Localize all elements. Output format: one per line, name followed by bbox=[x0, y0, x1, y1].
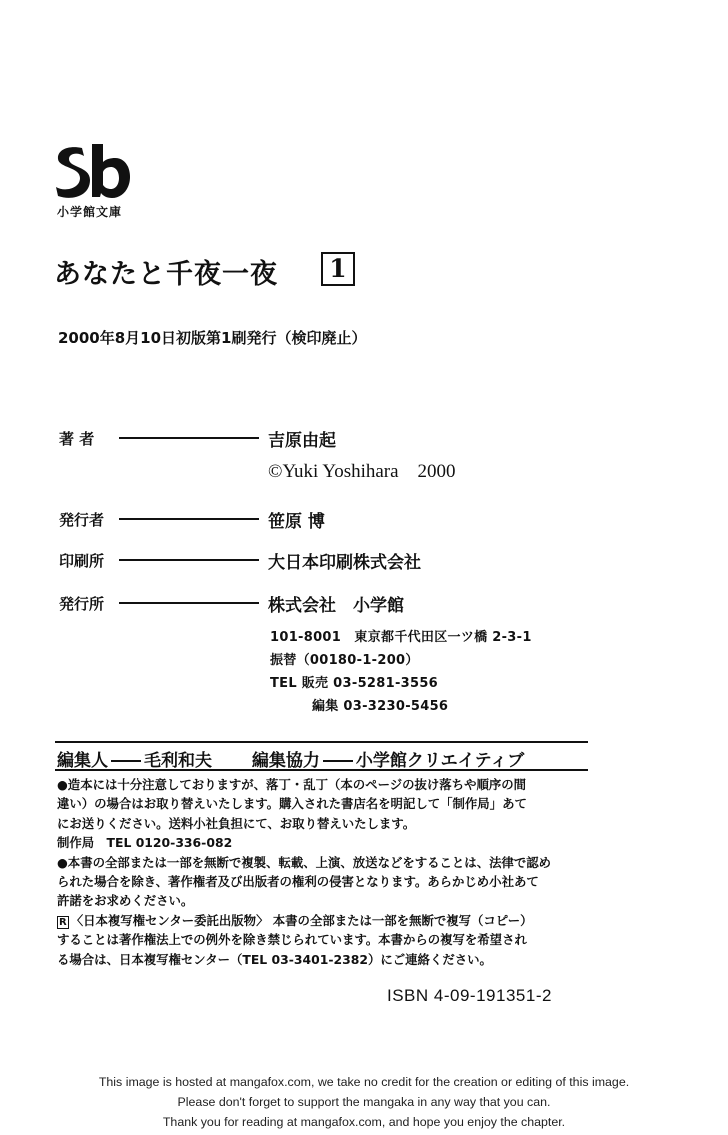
copyright-text: Yuki Yoshihara 2000 bbox=[282, 461, 456, 482]
publisher-person-name: 笹原 博 bbox=[268, 512, 325, 532]
editors-line bbox=[57, 746, 524, 771]
editor-name: 毛利和夫 bbox=[144, 751, 212, 771]
hosting-notice-line: Please don't forget to support the mangaka in any way that you can. bbox=[177, 1095, 551, 1109]
address-line-3: TEL 販売 03-5281-3556 bbox=[270, 676, 439, 691]
note-line: にお送りください。送料小社負担にて、お取り替えいたします。 bbox=[57, 815, 416, 831]
note-line: ●本書の全部または一部を無断で複製、転載、上演、放送などをすることは、法律で認め bbox=[57, 854, 552, 870]
hosting-notice bbox=[0, 1072, 728, 1132]
address-line-2: 振替（00180-1-200） bbox=[270, 653, 419, 668]
bottom-rule bbox=[55, 769, 588, 771]
isbn: ISBN 4-09-191351-2 bbox=[387, 986, 552, 1005]
address-line-1: 101-8001 東京都千代田区一ツ橋 2-3-1 bbox=[270, 630, 532, 645]
r-mark: R bbox=[59, 916, 67, 928]
publisher-person-label: 発行者 bbox=[59, 511, 105, 529]
dash bbox=[323, 760, 353, 762]
publisher-label: 発行所 bbox=[59, 595, 105, 613]
note-line: られた場合を除き、著作権者及び出版者の権利の侵害となります。あらかじめ小社あて bbox=[57, 874, 539, 890]
author-name: 吉原由起 bbox=[268, 431, 336, 451]
volume-number: 1 bbox=[321, 252, 355, 286]
hosting-notice-line: This image is hosted at mangafox.com, we take no credit for the creation or editing of this image. bbox=[98, 1075, 630, 1089]
note-text: 〈日本複写権センター委託出版物〉 本書の全部または一部を無断で複写（コピー） bbox=[70, 912, 533, 928]
note-line-copyright-center bbox=[57, 911, 597, 930]
printer-name: 大日本印刷株式会社 bbox=[268, 553, 421, 573]
dash bbox=[111, 760, 141, 762]
coop-label: 編集協力 bbox=[251, 751, 320, 771]
copyright-mark: © bbox=[268, 461, 283, 482]
leader-line bbox=[119, 559, 259, 561]
top-rule bbox=[55, 741, 588, 743]
note-line: 制作局 TEL 0120-336-082 bbox=[57, 835, 233, 851]
shogakukan-bunko-logo bbox=[54, 142, 130, 200]
author-label: 著 者 bbox=[59, 430, 95, 448]
hosting-notice-line: Thank you for reading at mangafox.com, and hope you enjoy the chapter. bbox=[162, 1115, 566, 1129]
address-line-4: 編集 03-3230-5456 bbox=[312, 699, 449, 714]
note-line: 違い）の場合はお取り替えいたします。購入された書店名を明記して「制作局」あて bbox=[57, 796, 527, 812]
note-line: ●造本には十分注意しておりますが、落丁・乱丁（本のページの抜け落ちや順序の間 bbox=[57, 777, 527, 792]
note-line: することは著作権法上での例外を除き禁じられています。本書からの複写を希望され bbox=[57, 932, 527, 948]
printer-label: 印刷所 bbox=[59, 552, 105, 570]
leader-line bbox=[119, 602, 259, 604]
copyright-line bbox=[268, 456, 456, 483]
publication-date: 2000年8月10日初版第1刷発行（検印廃止） bbox=[58, 329, 367, 347]
notes-block bbox=[57, 775, 597, 969]
coop-name: 小学館クリエイティブ bbox=[355, 751, 525, 771]
note-line: る場合は、日本複写権センター（TEL 03-3401-2382）にご連絡ください。 bbox=[57, 951, 492, 967]
book-title: あなたと千夜一夜 bbox=[54, 259, 278, 290]
note-line: 許諾をお求めください。 bbox=[57, 893, 194, 909]
publisher-name: 株式会社 小学館 bbox=[268, 596, 404, 616]
leader-line bbox=[119, 437, 259, 439]
logo-subtitle: 小学館文庫 bbox=[57, 205, 123, 219]
editor-label: 編集人 bbox=[57, 751, 108, 771]
leader-line bbox=[119, 518, 259, 520]
